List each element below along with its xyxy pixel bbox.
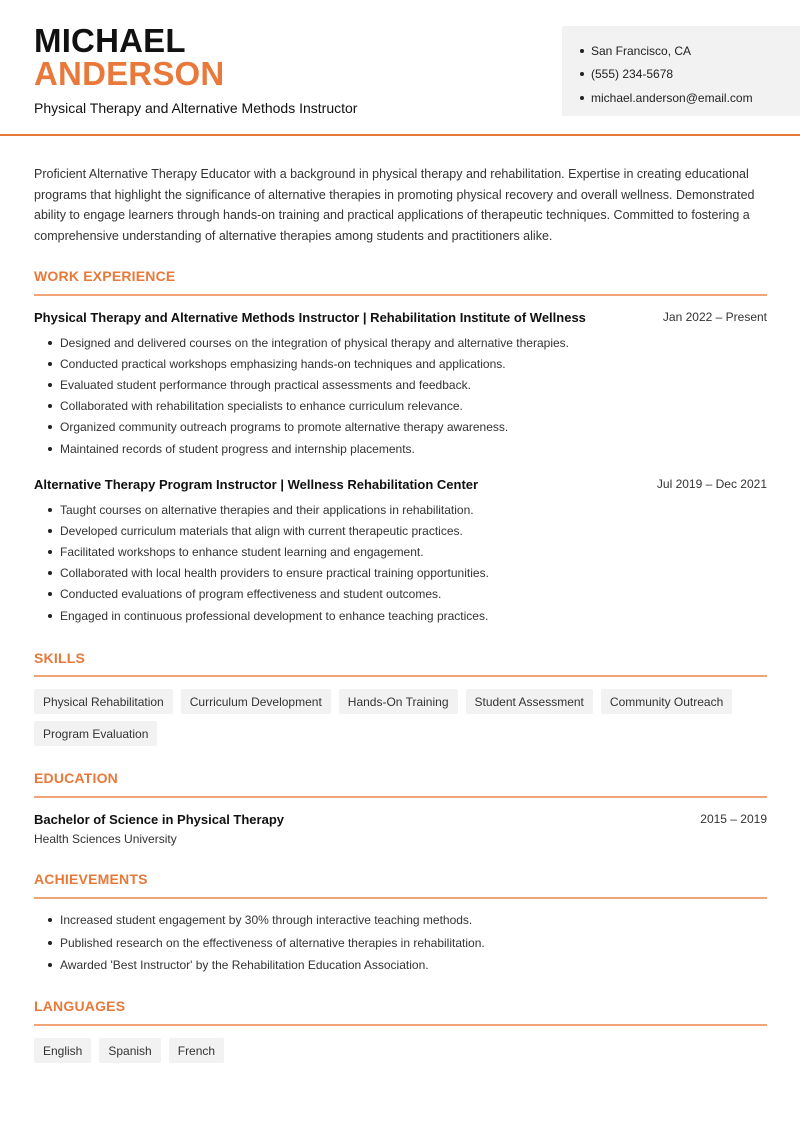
- bullet-icon: [48, 529, 52, 533]
- skills-row-1: [34, 689, 732, 714]
- list-item: [34, 438, 569, 459]
- list-item: [34, 396, 569, 417]
- bullet-text: Conducted evaluations of program effectiveness and student outcomes.: [60, 587, 442, 602]
- job-heading-1: Physical Therapy and Alternative Methods Instructor | Rehabilitation Institute of Wellness: [34, 310, 586, 325]
- contact-phone: [580, 63, 800, 87]
- skill-tag: Community Outreach: [601, 689, 732, 714]
- resume-header: [0, 0, 800, 136]
- language-tag: French: [169, 1038, 224, 1063]
- skill-tag: Curriculum Development: [181, 689, 331, 714]
- bullet-text: Conducted practical workshops emphasizing hands-on techniques and applications.: [60, 356, 506, 371]
- achievements-list: [34, 909, 485, 977]
- edu-school: Health Sciences University: [34, 832, 177, 846]
- bullet-text: Maintained records of student progress and internship placements.: [60, 441, 415, 456]
- job-heading-2: Alternative Therapy Program Instructor | Wellness Rehabilitation Center: [34, 477, 479, 492]
- bullet-icon: [48, 508, 52, 512]
- contact-box: [562, 26, 800, 116]
- location-text: San Francisco, CA: [591, 43, 692, 58]
- bullet-text: Developed curriculum materials that align with current therapeutic practices.: [60, 523, 463, 538]
- language-tag: English: [34, 1038, 91, 1063]
- section-divider: [34, 675, 767, 677]
- list-item: [34, 954, 485, 977]
- list-item: [34, 499, 489, 520]
- section-divider: [34, 294, 767, 296]
- section-title-achievements: ACHIEVEMENTS: [34, 871, 148, 887]
- contact-email: [580, 86, 800, 110]
- bullet-icon: [48, 941, 52, 945]
- bullet-text: Collaborated with rehabilitation specialists to enhance curriculum relevance.: [60, 399, 463, 414]
- skill-tag: Student Assessment: [466, 689, 593, 714]
- list-item: [34, 520, 489, 541]
- bullet-icon: [48, 550, 52, 554]
- job-bullets-1: [34, 332, 569, 459]
- section-divider: [34, 796, 767, 798]
- list-item: [34, 374, 569, 395]
- bullet-icon: [48, 404, 52, 408]
- list-item: [34, 584, 489, 605]
- phone-text: (555) 234-5678: [591, 67, 674, 82]
- section-title-education: EDUCATION: [34, 770, 118, 786]
- job-date-2: Jul 2019 – Dec 2021: [656, 477, 767, 491]
- section-title-languages: LANGUAGES: [34, 998, 126, 1014]
- bullet-text: Engaged in continuous professional development to enhance teaching practices.: [60, 608, 489, 623]
- list-item: [34, 932, 485, 955]
- bullet-icon: [48, 592, 52, 596]
- job-date-1: Jan 2022 – Present: [662, 310, 767, 324]
- bullet-text: Facilitated workshops to enhance student learning and engagement.: [60, 544, 424, 559]
- skills-row-2: [34, 721, 157, 746]
- bullet-icon: [48, 447, 52, 451]
- bullet-icon: [48, 614, 52, 618]
- bullet-icon: [48, 918, 52, 922]
- bullet-text: Published research on the effectiveness of alternative therapies in rehabilitation.: [60, 935, 485, 950]
- skill-tag: Program Evaluation: [34, 721, 157, 746]
- bullet-text: Increased student engagement by 30% through interactive teaching methods.: [60, 913, 473, 928]
- bullet-icon: [580, 72, 584, 76]
- list-item: [34, 353, 569, 374]
- bullet-icon: [48, 341, 52, 345]
- skill-tag: Hands-On Training: [339, 689, 458, 714]
- job-bullets-2: [34, 499, 489, 626]
- bullet-icon: [48, 963, 52, 967]
- first-name: MICHAEL: [34, 22, 186, 59]
- bullet-icon: [580, 96, 584, 100]
- bullet-icon: [48, 383, 52, 387]
- bullet-text: Taught courses on alternative therapies and their applications in rehabilitation.: [60, 502, 474, 517]
- contact-location: [580, 39, 800, 63]
- section-title-skills: SKILLS: [34, 650, 85, 666]
- bullet-icon: [48, 362, 52, 366]
- languages-row: [34, 1038, 224, 1063]
- language-tag: Spanish: [99, 1038, 160, 1063]
- bullet-text: Evaluated student performance through practical assessments and feedback.: [60, 377, 471, 392]
- list-item: [34, 332, 569, 353]
- list-item: [34, 563, 489, 584]
- summary-paragraph: Proficient Alternative Therapy Educator with a background in physical therapy and rehabilitation. Expertise in creating educational programs that highlight the significance of alternative therapies in promoting physical recovery and overall wellness. Demonstrated ability to engage learners through hands-on training and practical applications of therapeutic techniques. Committed to fostering a comprehensive understanding of alternative therapies among students and practitioners alike.: [34, 167, 755, 243]
- bullet-text: Awarded 'Best Instructor' by the Rehabilitation Education Association.: [60, 958, 429, 973]
- section-title-work: WORK EXPERIENCE: [34, 268, 176, 284]
- skill-tag: Physical Rehabilitation: [34, 689, 173, 714]
- job-title: Physical Therapy and Alternative Methods Instructor: [34, 100, 358, 116]
- email-text: michael.anderson@email.com: [591, 90, 753, 105]
- list-item: [34, 417, 569, 438]
- section-divider: [34, 897, 767, 899]
- list-item: [34, 541, 489, 562]
- edu-degree: Bachelor of Science in Physical Therapy: [34, 812, 284, 827]
- bullet-icon: [580, 49, 584, 53]
- bullet-text: Designed and delivered courses on the integration of physical therapy and alternative therapies.: [60, 335, 569, 350]
- bullet-text: Organized community outreach programs to promote alternative therapy awareness.: [60, 420, 509, 435]
- bullet-icon: [48, 425, 52, 429]
- edu-date: 2015 – 2019: [700, 812, 767, 826]
- list-item: [34, 605, 489, 626]
- bullet-text: Collaborated with local health providers to ensure practical training opportunities.: [60, 566, 489, 581]
- list-item: [34, 909, 485, 932]
- bullet-icon: [48, 571, 52, 575]
- last-name: ANDERSON: [34, 55, 225, 92]
- section-divider: [34, 1024, 767, 1026]
